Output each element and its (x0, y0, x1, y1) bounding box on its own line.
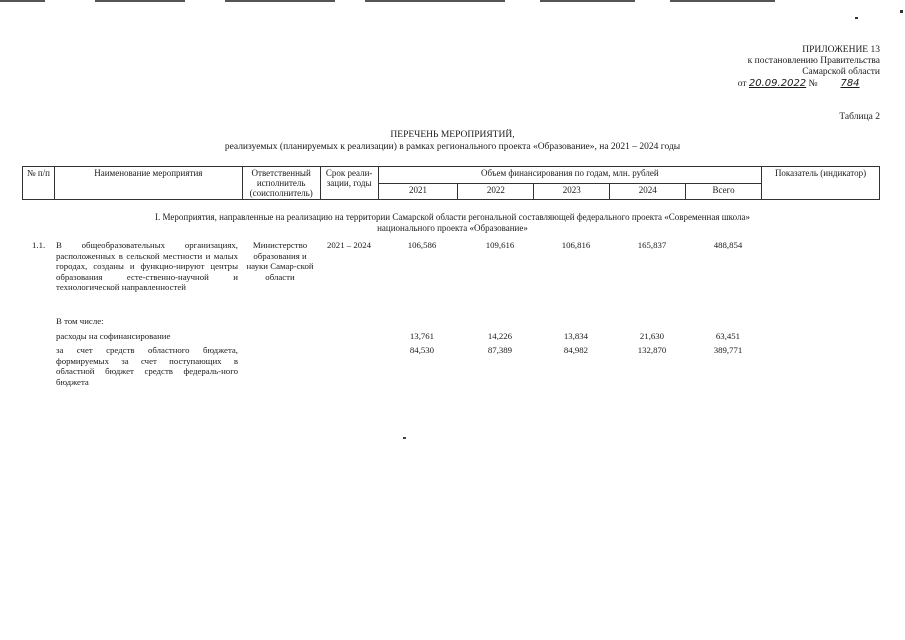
scan-speck (403, 437, 406, 439)
header-total: Всего (686, 183, 762, 200)
appendix-line2: к постановлению Правительства (747, 56, 880, 66)
cofinancing-2024: 21,630 (639, 331, 665, 341)
regional-budget-2021: 84,530 (409, 345, 435, 355)
appendix-header (680, 45, 880, 90)
regional-budget-total: 389,771 (713, 345, 743, 355)
scan-edge-line (540, 0, 635, 2)
resolution-number: 784 (840, 78, 860, 89)
scan-edge-line (670, 0, 775, 2)
header-table (22, 166, 880, 200)
scan-edge-line (95, 0, 185, 2)
page-title: ПЕРЕЧЕНЬ МЕРОПРИЯТИЙ, (390, 130, 515, 140)
cofinancing-2023: 13,834 (563, 331, 589, 341)
header-num: № п/п (23, 167, 55, 200)
cofinancing-2022: 14,226 (487, 331, 513, 341)
scan-edge-line (225, 0, 335, 2)
resolution-date: 20.09.2022 (748, 78, 807, 89)
section-heading-line1: I. Мероприятия, направленные на реализацию на территории Самарской области регональной составляющей федерального проекта «Современная школа» (155, 212, 750, 222)
header-executor: Ответственный исполнитель (соисполнитель) (242, 167, 320, 200)
value-2024: 165,837 (637, 240, 667, 250)
row-number: 1.1. (32, 240, 46, 250)
header-name: Наименование мероприятия (54, 167, 242, 200)
value-2022: 109,616 (485, 240, 515, 250)
row-executor: Министерство образования и науки Самар-ской области (246, 240, 314, 282)
regional-budget-label: за счет средств областного бюджета, формируемых за счет поступающих в областной бюджет средств федераль-ного бюджета (56, 345, 238, 387)
regional-budget-2022: 87,389 (487, 345, 513, 355)
regional-budget-2024: 132,870 (637, 345, 667, 355)
appendix-date-line (680, 78, 880, 90)
from-label: от (737, 79, 747, 89)
section-heading-line2: национального проекта «Образование» (377, 223, 528, 233)
cofinancing-label: расходы на софинансирование (56, 331, 171, 341)
value-total: 488,854 (713, 240, 743, 250)
header-indicator: Показатель (индикатор) (762, 167, 880, 200)
value-2023: 106,816 (561, 240, 591, 250)
header-funding: Объем финансирования по годам, млн. рублей (378, 167, 761, 184)
row-term: 2021 – 2024 (327, 240, 371, 250)
header-year: 2024 (610, 183, 686, 200)
scan-speck (900, 10, 903, 13)
header-year: 2021 (378, 183, 458, 200)
value-2021: 106,586 (407, 240, 437, 250)
appendix-line3: Самарской области (802, 67, 880, 77)
header-term: Срок реали-зации, годы (320, 167, 378, 200)
page-subtitle: реализуемых (планируемых к реализации) в рамках регионального проекта «Образование», на 2021 – 2024 годы (224, 142, 681, 152)
scan-speck (855, 17, 858, 19)
cofinancing-2021: 13,761 (409, 331, 435, 341)
scan-edge-line (365, 0, 505, 2)
table-label: Таблица 2 (839, 112, 880, 122)
header-year: 2023 (534, 183, 610, 200)
including-label: В том числе: (56, 316, 104, 326)
number-label: № (808, 79, 818, 89)
row-name: В общеобразовательных организациях, расположенных в сельской местности и малых городах, созданы и функцио-нируют центры образования есте-ственно-научной и технологической направленностей (56, 240, 238, 292)
header-year: 2022 (458, 183, 534, 200)
appendix-line1: ПРИЛОЖЕНИЕ 13 (802, 45, 880, 55)
regional-budget-2023: 84,982 (563, 345, 589, 355)
scan-edge-line (0, 0, 45, 2)
cofinancing-total: 63,451 (715, 331, 741, 341)
